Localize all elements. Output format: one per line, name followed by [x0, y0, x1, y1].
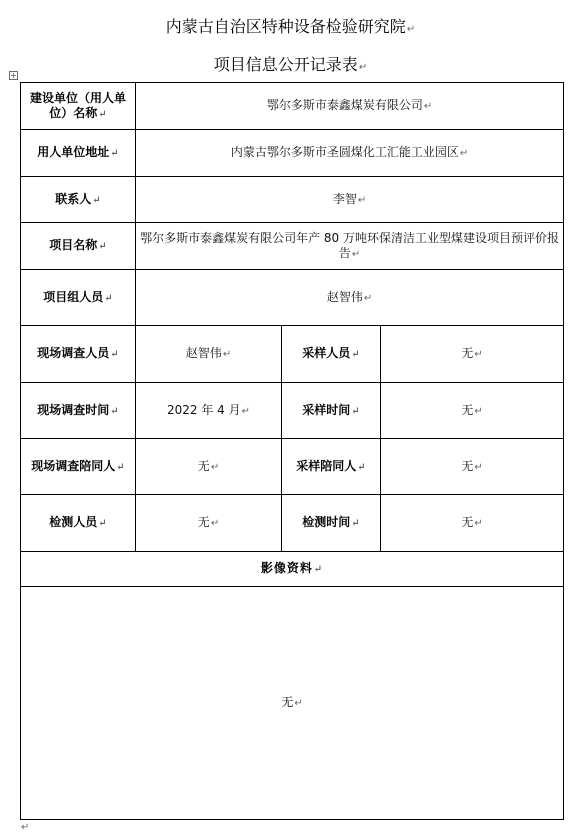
survey-staff-label-cell: 现场调查人员↵ — [21, 326, 136, 383]
builder-label-cell: 建设单位（用人单位）名称↵ — [21, 83, 136, 130]
info-table — [20, 82, 564, 820]
survey-staff-value-cell[interactable]: 赵智伟↵ — [136, 326, 282, 383]
sampling-escort-label-cell: 采样陪同人↵ — [282, 439, 381, 495]
end-paragraph-mark: ↵ — [21, 822, 30, 833]
table-row — [21, 130, 564, 177]
sampling-staff-value-cell[interactable]: 无↵ — [381, 326, 564, 383]
team-label-cell: 项目组人员↵ — [21, 270, 136, 326]
table-row — [21, 177, 564, 223]
survey-time-label-cell: 现场调查时间↵ — [21, 383, 136, 439]
address-label-cell: 用人单位地址↵ — [21, 130, 136, 177]
paragraph-mark: ↵ — [358, 62, 368, 73]
table-row — [21, 223, 564, 270]
sampling-time-label-cell: 采样时间↵ — [282, 383, 381, 439]
test-time-label-cell: 检测时间↵ — [282, 495, 381, 552]
sampling-staff-label-cell: 采样人员↵ — [282, 326, 381, 383]
table-row — [21, 270, 564, 326]
table-row — [21, 587, 564, 820]
address-value-cell[interactable]: 内蒙古鄂尔多斯市圣圆煤化工汇能工业园区↵ — [136, 130, 564, 177]
table-move-handle-icon[interactable]: + — [10, 71, 17, 80]
builder-value-cell[interactable]: 鄂尔多斯市泰鑫煤炭有限公司↵ — [136, 83, 564, 130]
contact-value-cell[interactable]: 李智↵ — [136, 177, 564, 223]
sampling-escort-value-cell[interactable]: 无↵ — [381, 439, 564, 495]
sampling-time-value-cell[interactable]: 无↵ — [381, 383, 564, 439]
org-title: 内蒙古自治区特种设备检验研究院↵ — [165, 17, 416, 36]
survey-escort-label-cell: 现场调查陪同人↵ — [21, 439, 136, 495]
form-title: 项目信息公开记录表↵ — [213, 55, 368, 74]
table-row — [21, 439, 564, 495]
survey-escort-value-cell[interactable]: 无↵ — [136, 439, 282, 495]
paragraph-mark: ↵ — [406, 24, 416, 35]
table-row — [21, 495, 564, 552]
image-section-body[interactable]: 无↵ — [21, 587, 564, 820]
table-row — [21, 383, 564, 439]
project-label-cell: 项目名称↵ — [21, 223, 136, 270]
table-row — [21, 83, 564, 130]
contact-label-cell: 联系人↵ — [21, 177, 136, 223]
table-row — [21, 326, 564, 383]
test-staff-label-cell: 检测人员↵ — [21, 495, 136, 552]
table-row — [21, 552, 564, 587]
test-staff-value-cell[interactable]: 无↵ — [136, 495, 282, 552]
survey-time-value-cell[interactable]: 2022 年 4 月↵ — [136, 383, 282, 439]
image-section-header: 影像资料↵ — [21, 552, 564, 587]
team-value-cell[interactable]: 赵智伟↵ — [136, 270, 564, 326]
project-value-cell[interactable]: 鄂尔多斯市泰鑫煤炭有限公司年产 80 万吨环保清洁工业型煤建设项目预评价报告↵ — [136, 223, 564, 270]
test-time-value-cell[interactable]: 无↵ — [381, 495, 564, 552]
